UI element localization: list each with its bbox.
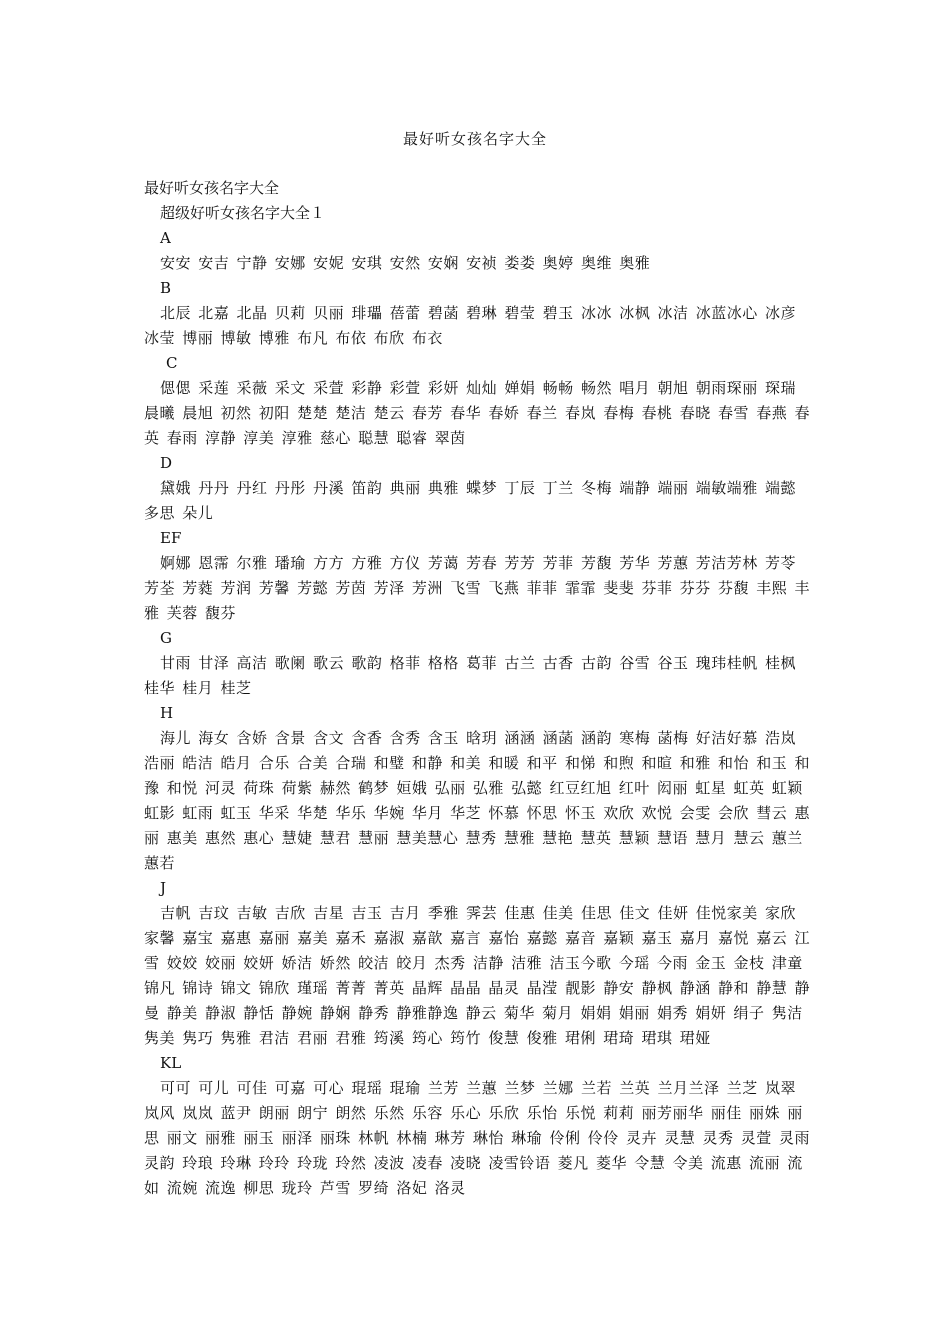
document-title: 最好听女孩名字大全 — [402, 130, 547, 148]
section-names-g: 甘雨 甘泽 高洁 歌阑 歌云 歌韵 格菲 格格 葛菲 古兰 古香 古韵 谷雪 谷玉 瑰玮桂帆 桂枫 桂华 桂月 桂芝 — [144, 654, 797, 697]
section-letter-d: D — [160, 454, 173, 472]
section-letter-ef: EF — [160, 529, 182, 547]
body-subheading: 超级好听女孩名字大全１ — [160, 204, 326, 222]
section-letter-j: J — [160, 879, 167, 897]
section-names-ef: 婀娜 恩霈 尔雅 璠瑜 方方 方雅 方仪 芳蔼 芳春 芳芳 芳菲 芳馥 芳华 芳蕙 芳洁芳林 芳苓 芳荃 芳蕤 芳润 芳馨 芳懿 芳茵 芳泽 芳洲 飞雪 飞燕 菲菲 霏霏 斐斐 芬菲 芬芬 芬馥 丰熙 丰雅 芙蓉 馥芬 — [144, 554, 811, 622]
section-letter-kl: KL — [160, 1054, 182, 1072]
section-letter-g: G — [160, 629, 172, 647]
section-letter-h: H — [160, 704, 174, 722]
body-heading: 最好听女孩名字大全 — [144, 179, 280, 197]
section-names-h: 海儿 海女 含娇 含景 含文 含香 含秀 含玉 晗玥 涵涵 涵菡 涵韵 寒梅 菡梅 好洁好慕 浩岚 浩丽 皓洁 皓月 合乐 合美 合瑞 和璧 和静 和美 和暖 和平 和悌 和煦 和暄 和雅 和怡 和玉 和豫 和悦 河灵 荷珠 荷紫 赫然 鹤梦 姮娥 弘丽 弘雅 弘懿 红豆红旭 红叶 闳丽 虹星 虹英 虹颖 虹影 虹雨 虹玉 华采 华楚 华乐 华婉 华月 华芝 怀慕 怀思 怀玉 欢欣 欢悦 会雯 会欣 彗云 惠丽 惠美 惠然 惠心 慧婕 慧君 慧丽 慧美慧心 慧秀 慧雅 慧艳 慧英 慧颖 慧语 慧月 慧云 蕙兰 蕙若 — [144, 729, 811, 872]
section-names-kl: 可可 可儿 可佳 可嘉 可心 琨瑶 琨瑜 兰芳 兰蕙 兰梦 兰娜 兰若 兰英 兰月兰泽 兰芝 岚翠 岚风 岚岚 蓝尹 朗丽 朗宁 朗然 乐然 乐容 乐心 乐欣 乐怡 乐悦 莉莉 丽芳丽华 丽佳 丽姝 丽思 丽文 丽雅 丽玉 丽泽 丽珠 林帆 林楠 琳芳 琳怡 琳瑜 伶俐 伶伶 灵卉 灵慧 灵秀 灵萱 灵雨 灵韵 玲琅 玲琳 玲玲 玲珑 玲然 凌波 凌春 凌晓 凌雪铃语 菱凡 菱华 令慧 令美 流惠 流丽 流如 流婉 流逸 柳思 珑玲 芦雪 罗绮 洛妃 洛灵 — [144, 1079, 811, 1197]
section-letter-c: C — [166, 354, 178, 372]
section-names-a: 安安 安吉 宁静 安娜 安妮 安琪 安然 安娴 安祯 娄娄 奥婷 奥维 奥雅 — [160, 254, 651, 272]
section-names-b: 北辰 北嘉 北晶 贝莉 贝丽 琲瓃 蓓蕾 碧菡 碧琳 碧莹 碧玉 冰冰 冰枫 冰洁 冰蓝冰心 冰彦 冰莹 博丽 博敏 博雅 布凡 布依 布欣 布衣 — [144, 304, 797, 347]
section-letter-b: B — [160, 279, 172, 297]
section-names-j: 吉帆 吉玟 吉敏 吉欣 吉星 吉玉 吉月 季雅 霁芸 佳惠 佳美 佳思 佳文 佳妍 佳悦家美 家欣 家馨 嘉宝 嘉惠 嘉丽 嘉美 嘉禾 嘉淑 嘉歆 嘉言 嘉怡 嘉懿 嘉音 嘉颖 嘉玉 嘉月 嘉悦 嘉云 江雪 姣姣 姣丽 姣妍 娇洁 娇然 皎洁 皎月 杰秀 洁静 洁雅 洁玉今歌 今瑶 今雨 金玉 金枝 津童 锦凡 锦诗 锦文 锦欣 瑾瑶 菁菁 菁英 晶辉 晶晶 晶灵 晶滢 靓影 静安 静枫 静涵 静和 静慧 静曼 静美 静淑 静恬 静婉 静娴 静秀 静雅静逸 静云 菊华 菊月 娟娟 娟丽 娟秀 娟妍 绢子 隽洁 隽美 隽巧 隽雅 君洁 君丽 君雅 筠溪 筠心 筠竹 俊慧 俊雅 珺俐 珺琦 珺琪 珺娅 — [144, 904, 811, 1047]
section-names-d: 黛娥 丹丹 丹红 丹彤 丹溪 笛韵 典丽 典雅 蝶梦 丁辰 丁兰 冬梅 端静 端丽 端敏端雅 端懿 多思 朵儿 — [144, 479, 797, 522]
section-letter-a: A — [160, 229, 171, 247]
section-names-c: 偲偲 采莲 采薇 采文 采萱 彩静 彩萱 彩妍 灿灿 婵娟 畅畅 畅然 唱月 朝旭 朝雨琛丽 琛瑞 晨曦 晨旭 初然 初阳 楚楚 楚洁 楚云 春芳 春华 春娇 春兰 春岚 春梅 春桃 春晓 春雪 春燕 春英 春雨 淳静 淳美 淳雅 慈心 聪慧 聪睿 翠茵 — [144, 379, 811, 447]
document-body — [144, 176, 812, 1201]
